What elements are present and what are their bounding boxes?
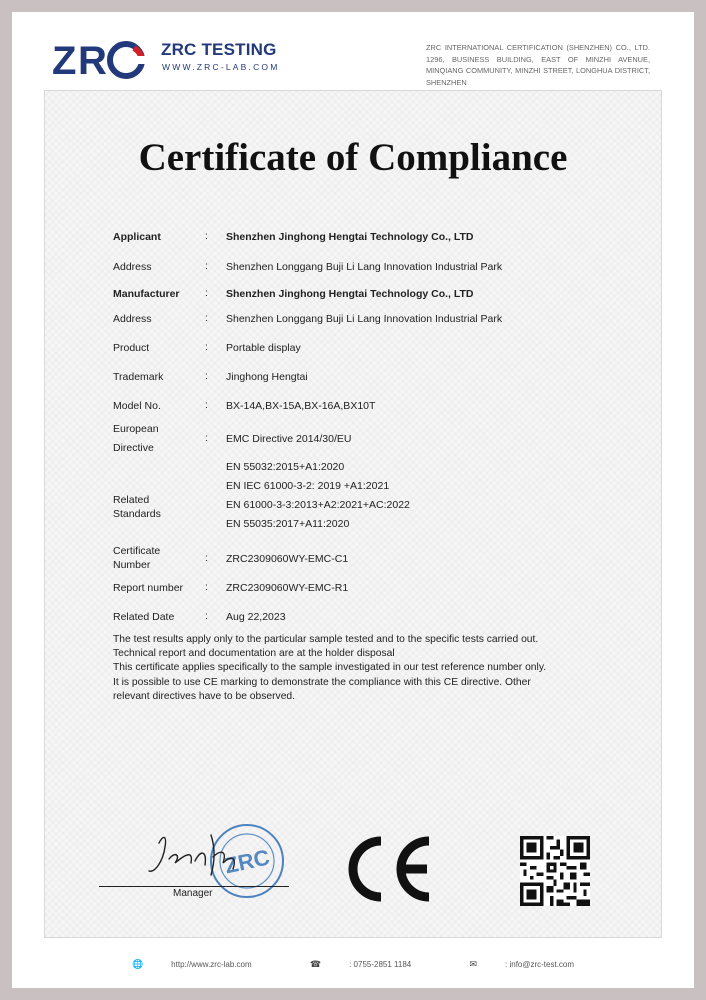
standards-label-line2: Standards: [113, 508, 161, 520]
colon: :: [205, 610, 208, 622]
brand-name: ZRC TESTING: [161, 40, 277, 59]
footer-phone: [296, 960, 425, 969]
qr-code: [520, 836, 590, 906]
certificate-value: ZRC2309060WY-EMC-C1: [226, 553, 349, 565]
certificate-body: [44, 90, 662, 938]
globe-icon: 🌐: [131, 959, 144, 969]
model-label: Model No.: [113, 400, 161, 412]
colon: :: [205, 581, 208, 593]
certificate-label-line2: Number: [113, 559, 151, 571]
website-text[interactable]: http://www.zrc-lab.com: [171, 960, 252, 969]
mail-icon: ✉: [469, 959, 478, 969]
standard-item: EN 55032:2015+A1:2020: [226, 461, 345, 473]
email-text[interactable]: : info@zrc-test.com: [505, 960, 575, 969]
zrc-logo: [52, 34, 292, 86]
date-value: Aug 22,2023: [226, 611, 286, 623]
phone-text: : 0755-2851 1184: [349, 960, 412, 969]
trademark-value: Jinghong Hengtai: [226, 371, 308, 383]
standard-item: EN IEC 61000-3-2: 2019 +A1:2021: [226, 480, 390, 492]
manufacturer-label: Manufacturer: [113, 288, 180, 300]
address-value: Shenzhen Longgang Buji Li Lang Innovation Industrial Park: [226, 261, 503, 273]
note-line: relevant directives have to be observed.: [113, 690, 296, 702]
note-line: It is possible to use CE marking to demonstrate the compliance with this CE directive. Other: [113, 676, 531, 688]
phone-icon: ☎: [309, 959, 322, 969]
product-label: Product: [113, 342, 150, 354]
applicant-value: Shenzhen Jinghong Hengtai Technology Co., LTD: [226, 231, 474, 243]
report-value: ZRC2309060WY-EMC-R1: [226, 582, 349, 594]
signature-line: [99, 886, 289, 887]
address-label: Address: [113, 261, 152, 273]
ce-mark: [343, 835, 435, 903]
compliance-notes: [113, 633, 583, 704]
footer-website: [118, 960, 266, 969]
colon: :: [205, 230, 208, 242]
model-value: BX-14A,BX-15A,BX-16A,BX10T: [226, 400, 376, 412]
colon: :: [205, 260, 208, 272]
trademark-label: Trademark: [113, 371, 164, 383]
certificate-title: Certificate of Compliance: [138, 136, 568, 179]
zrc-logo-mark: [52, 34, 160, 82]
colon: :: [205, 341, 208, 353]
report-label: Report number: [113, 582, 184, 594]
footer-email: [455, 960, 588, 969]
colon: :: [205, 399, 208, 411]
signature-stamp: [115, 821, 315, 901]
svg-text:Z: Z: [52, 39, 77, 82]
svg-text:R: R: [78, 39, 107, 82]
company-address: ZRC INTERNATIONAL CERTIFICATION (SHENZHEN) CO., LTD. 1296, BUSINESS BUILDING, EAST OF MINZHI AVENUE, MINQIANG COMMUNITY, MINZHI STREET, LONGHUA DISTRICT, SHENZHEN: [426, 43, 650, 87]
signer-title: Manager: [173, 888, 213, 899]
address-value: Shenzhen Longgang Buji Li Lang Innovation Industrial Park: [226, 313, 503, 325]
directive-value: EMC Directive 2014/30/EU: [226, 433, 352, 445]
manufacturer-value: Shenzhen Jinghong Hengtai Technology Co., LTD: [226, 288, 474, 300]
date-label: Related Date: [113, 611, 175, 623]
colon: :: [205, 552, 208, 564]
note-line: The test results apply only to the particular sample tested and to the specific tests carried out.: [113, 634, 539, 645]
note-line: Technical report and documentation are at the holder disposal: [113, 648, 395, 660]
certificate-sheet: [12, 12, 694, 988]
standards-label-line1: Related: [113, 494, 150, 506]
applicant-label: Applicant: [113, 231, 161, 243]
colon: :: [205, 312, 208, 324]
standard-item: EN 61000-3-3:2013+A2:2021+AC:2022: [226, 499, 410, 511]
directive-label-line1: European: [113, 423, 159, 435]
standard-item: EN 55035:2017+A11:2020: [226, 518, 350, 530]
colon: :: [205, 370, 208, 382]
svg-text:ZRC: ZRC: [222, 844, 272, 879]
note-line: This certificate applies specifically to the sample investigated in our test reference number only.: [113, 662, 547, 674]
colon: :: [205, 287, 208, 299]
product-value: Portable display: [226, 342, 301, 354]
colon: :: [205, 432, 208, 444]
address-label: Address: [113, 313, 152, 325]
footer-contacts: [12, 959, 694, 970]
brand-url: WWW.ZRC-LAB.COM: [162, 62, 280, 72]
directive-label-line2: Directive: [113, 442, 154, 454]
certificate-label-line1: Certificate: [113, 545, 161, 557]
